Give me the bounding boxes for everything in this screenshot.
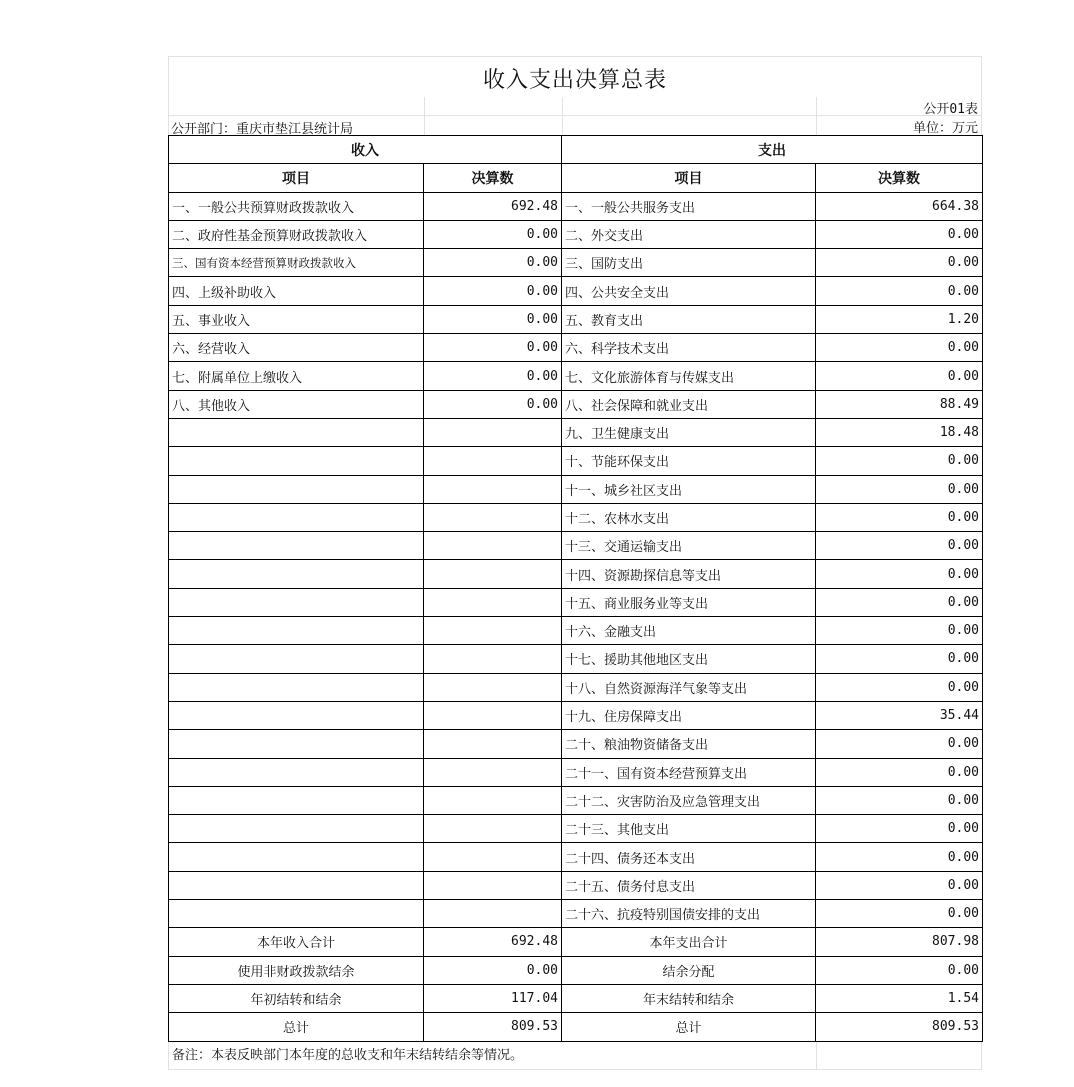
- expense-amount-cell: 0.00: [816, 220, 983, 248]
- income-amount-cell: 0.00: [424, 390, 562, 418]
- income-total-label: 使用非财政拨款结余: [169, 956, 424, 984]
- footnote: [168, 1042, 982, 1070]
- expense-amount-cell: 0.00: [816, 560, 983, 588]
- expense-item-cell: 二十六、抗疫特别国债安排的支出: [562, 900, 816, 928]
- income-amount-cell: [424, 815, 562, 843]
- expense-amount-cell: 0.00: [816, 503, 983, 531]
- income-amount-cell: [424, 645, 562, 673]
- income-amount-cell: 0.00: [424, 362, 562, 390]
- expense-amount-cell: 0.00: [816, 786, 983, 814]
- income-item-cell: 七、附属单位上缴收入: [169, 362, 424, 390]
- expense-item-cell: 二十二、灾害防治及应急管理支出: [562, 786, 816, 814]
- income-amount-cell: [424, 758, 562, 786]
- report-meta: [168, 97, 982, 135]
- report-sheet: [168, 56, 982, 1070]
- table-row: [169, 871, 983, 899]
- table-row: [169, 249, 983, 277]
- unit-label: 单位：万元: [912, 121, 978, 136]
- expense-amount-cell: 0.00: [816, 249, 983, 277]
- income-total-label: 本年收入合计: [169, 928, 424, 956]
- expense-total-label: 总计: [562, 1013, 816, 1041]
- table-row: [169, 418, 983, 446]
- expense-total-value: 0.00: [816, 956, 983, 984]
- income-amount-cell: 0.00: [424, 334, 562, 362]
- table-row: [169, 532, 983, 560]
- expense-amount-cell: 0.00: [816, 900, 983, 928]
- expense-item-cell: 十、节能环保支出: [562, 447, 816, 475]
- income-item-cell: [169, 730, 424, 758]
- table-row: [169, 786, 983, 814]
- income-item-header: 项目: [169, 164, 424, 192]
- income-total-value: 809.53: [424, 1013, 562, 1041]
- income-item-cell: [169, 786, 424, 814]
- income-item-cell: [169, 560, 424, 588]
- expense-item-cell: 二十四、债务还本支出: [562, 843, 816, 871]
- expense-amount-cell: 0.00: [816, 475, 983, 503]
- expense-amount-cell: 1.20: [816, 305, 983, 333]
- table-row: [169, 617, 983, 645]
- expense-item-cell: 十四、资源勘探信息等支出: [562, 560, 816, 588]
- expense-item-cell: 二十、粮油物资储备支出: [562, 730, 816, 758]
- income-amount-header: 决算数: [424, 164, 562, 192]
- form-number: 公开01表: [923, 102, 978, 117]
- income-amount-cell: [424, 701, 562, 729]
- income-item-cell: [169, 871, 424, 899]
- income-item-cell: [169, 588, 424, 616]
- expense-item-cell: 十三、交通运输支出: [562, 532, 816, 560]
- income-amount-cell: [424, 447, 562, 475]
- income-amount-cell: [424, 560, 562, 588]
- income-item-cell: [169, 815, 424, 843]
- expense-amount-cell: 0.00: [816, 532, 983, 560]
- income-amount-cell: [424, 900, 562, 928]
- expense-item-cell: 十八、自然资源海洋气象等支出: [562, 673, 816, 701]
- income-amount-cell: [424, 730, 562, 758]
- expense-total-label: 结余分配: [562, 956, 816, 984]
- expense-item-cell: 八、社会保障和就业支出: [562, 390, 816, 418]
- report-title: 收入支出决算总表: [168, 56, 982, 97]
- income-item-cell: [169, 701, 424, 729]
- income-item-cell: 八、其他收入: [169, 390, 424, 418]
- expense-amount-cell: 18.48: [816, 418, 983, 446]
- income-amount-cell: [424, 588, 562, 616]
- income-header: 收入: [169, 136, 562, 164]
- income-total-value: 117.04: [424, 984, 562, 1012]
- income-item-cell: [169, 758, 424, 786]
- expense-item-cell: 三、国防支出: [562, 249, 816, 277]
- table-row: [169, 758, 983, 786]
- income-amount-cell: 0.00: [424, 249, 562, 277]
- meta-gridline: [816, 97, 817, 135]
- expense-item-cell: 六、科学技术支出: [562, 334, 816, 362]
- expense-header: 支出: [562, 136, 983, 164]
- table-row: [169, 447, 983, 475]
- income-item-cell: [169, 503, 424, 531]
- income-amount-cell: [424, 475, 562, 503]
- meta-gridline: [169, 115, 981, 116]
- expense-total-value: 807.98: [816, 928, 983, 956]
- table-row: [169, 475, 983, 503]
- income-amount-cell: 0.00: [424, 305, 562, 333]
- note-gridline: [816, 1042, 817, 1069]
- income-total-value: 0.00: [424, 956, 562, 984]
- income-amount-cell: [424, 418, 562, 446]
- table-row: [169, 900, 983, 928]
- income-item-cell: 一、一般公共预算财政拨款收入: [169, 192, 424, 220]
- table-row: [169, 192, 983, 220]
- expense-amount-cell: 0.00: [816, 617, 983, 645]
- table-row: [169, 503, 983, 531]
- table-row: [169, 730, 983, 758]
- table-row: [169, 560, 983, 588]
- expense-amount-cell: 0.00: [816, 673, 983, 701]
- income-item-cell: [169, 843, 424, 871]
- income-item-cell: 四、上级补助收入: [169, 277, 424, 305]
- income-item-cell: 二、政府性基金预算财政拨款收入: [169, 220, 424, 248]
- meta-gridline: [424, 97, 425, 135]
- total-row: [169, 956, 983, 984]
- income-amount-cell: [424, 673, 562, 701]
- income-total-label: 总计: [169, 1013, 424, 1041]
- table-row: [169, 701, 983, 729]
- expense-item-cell: 二十三、其他支出: [562, 815, 816, 843]
- expense-item-cell: 九、卫生健康支出: [562, 418, 816, 446]
- budget-table: [168, 135, 983, 1042]
- table-row: [169, 843, 983, 871]
- table-row: [169, 673, 983, 701]
- expense-amount-cell: 0.00: [816, 730, 983, 758]
- expense-amount-cell: 35.44: [816, 701, 983, 729]
- income-item-cell: [169, 475, 424, 503]
- total-row: [169, 984, 983, 1012]
- income-item-cell: [169, 673, 424, 701]
- income-amount-cell: 0.00: [424, 220, 562, 248]
- expense-amount-cell: 0.00: [816, 447, 983, 475]
- income-amount-cell: [424, 786, 562, 814]
- income-amount-cell: [424, 532, 562, 560]
- section-header-row: [169, 136, 983, 164]
- expense-amount-cell: 0.00: [816, 758, 983, 786]
- expense-total-label: 本年支出合计: [562, 928, 816, 956]
- expense-amount-cell: 0.00: [816, 815, 983, 843]
- income-total-label: 年初结转和结余: [169, 984, 424, 1012]
- income-amount-cell: [424, 871, 562, 899]
- expense-item-cell: 十七、援助其他地区支出: [562, 645, 816, 673]
- expense-item-cell: 一、一般公共服务支出: [562, 192, 816, 220]
- department-label: 公开部门：重庆市垫江县统计局: [171, 122, 354, 137]
- expense-item-cell: 七、文化旅游体育与传媒支出: [562, 362, 816, 390]
- table-row: [169, 390, 983, 418]
- footnote-text: 备注：本表反映部门本年度的总收支和年末结转结余等情况。: [172, 1047, 524, 1063]
- income-amount-cell: [424, 843, 562, 871]
- expense-amount-cell: 664.38: [816, 192, 983, 220]
- expense-item-cell: 十二、农林水支出: [562, 503, 816, 531]
- expense-amount-cell: 0.00: [816, 645, 983, 673]
- table-row: [169, 220, 983, 248]
- income-item-cell: [169, 418, 424, 446]
- expense-item-cell: 二十五、债务付息支出: [562, 871, 816, 899]
- income-item-cell: [169, 447, 424, 475]
- expense-item-cell: 二十一、国有资本经营预算支出: [562, 758, 816, 786]
- expense-amount-cell: 0.00: [816, 334, 983, 362]
- expense-total-value: 1.54: [816, 984, 983, 1012]
- expense-item-cell: 二、外交支出: [562, 220, 816, 248]
- expense-item-cell: 十一、城乡社区支出: [562, 475, 816, 503]
- total-row: [169, 928, 983, 956]
- table-row: [169, 277, 983, 305]
- column-header-row: [169, 164, 983, 192]
- expense-item-cell: 十五、商业服务业等支出: [562, 588, 816, 616]
- expense-amount-header: 决算数: [816, 164, 983, 192]
- expense-item-cell: 十九、住房保障支出: [562, 701, 816, 729]
- meta-gridline: [562, 97, 563, 135]
- expense-amount-cell: 88.49: [816, 390, 983, 418]
- income-item-cell: [169, 532, 424, 560]
- income-amount-cell: [424, 503, 562, 531]
- total-row: [169, 1013, 983, 1041]
- income-amount-cell: 692.48: [424, 192, 562, 220]
- table-row: [169, 645, 983, 673]
- expense-total-value: 809.53: [816, 1013, 983, 1041]
- expense-amount-cell: 0.00: [816, 843, 983, 871]
- expense-total-label: 年末结转和结余: [562, 984, 816, 1012]
- income-total-value: 692.48: [424, 928, 562, 956]
- income-item-cell: 三、国有资本经营预算财政拨款收入: [169, 249, 424, 277]
- income-item-cell: [169, 645, 424, 673]
- income-item-cell: 五、事业收入: [169, 305, 424, 333]
- expense-amount-cell: 0.00: [816, 277, 983, 305]
- table-row: [169, 334, 983, 362]
- table-row: [169, 305, 983, 333]
- expense-amount-cell: 0.00: [816, 588, 983, 616]
- income-item-cell: [169, 617, 424, 645]
- table-row: [169, 588, 983, 616]
- table-row: [169, 815, 983, 843]
- income-amount-cell: [424, 617, 562, 645]
- income-item-cell: 六、经营收入: [169, 334, 424, 362]
- table-row: [169, 362, 983, 390]
- expense-item-cell: 四、公共安全支出: [562, 277, 816, 305]
- expense-item-header: 项目: [562, 164, 816, 192]
- expense-item-cell: 十六、金融支出: [562, 617, 816, 645]
- expense-amount-cell: 0.00: [816, 871, 983, 899]
- income-amount-cell: 0.00: [424, 277, 562, 305]
- expense-amount-cell: 0.00: [816, 362, 983, 390]
- expense-item-cell: 五、教育支出: [562, 305, 816, 333]
- income-item-cell: [169, 900, 424, 928]
